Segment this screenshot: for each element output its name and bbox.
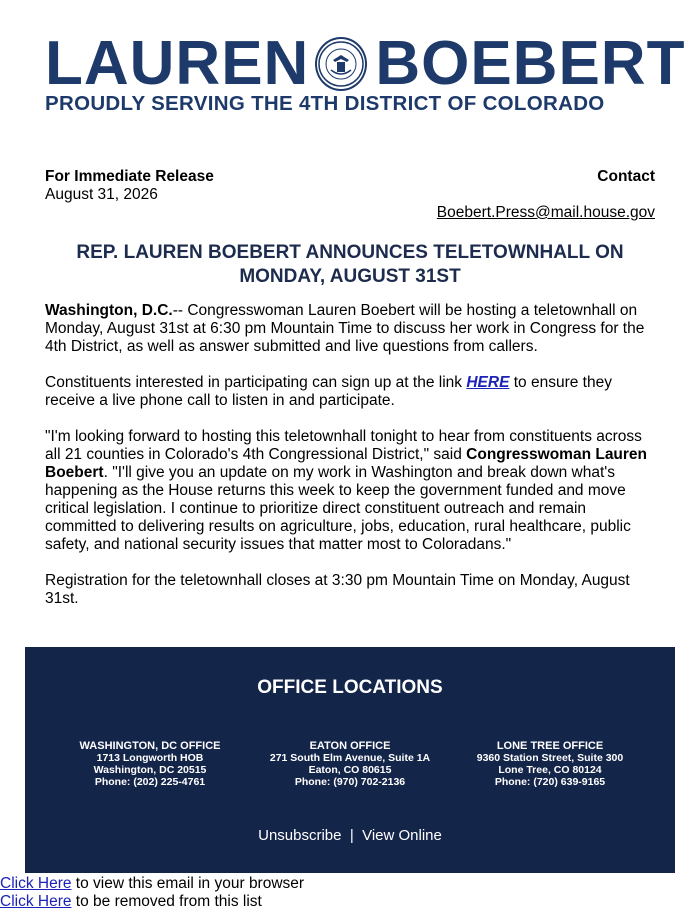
banner-last-name: BOEBERT (375, 29, 686, 98)
paragraph-2: Constituents interested in participating can sign up at the link HERE to ensure they receive a live phone call to listen in and participate. (45, 374, 612, 409)
press-headline: REP. LAUREN BOEBERT ANNOUNCES TELETOWNHALL ON MONDAY, AUGUST 31ST (76, 242, 624, 287)
press-body (45, 302, 657, 626)
signup-here-link[interactable]: HERE (466, 374, 510, 391)
release-label: For Immediate Release (45, 168, 214, 185)
view-in-browser-link[interactable]: Click Here (0, 875, 72, 892)
remove-from-list-link[interactable]: Click Here (0, 893, 72, 910)
footer-separator: | (349, 827, 354, 844)
office-lone-tree: LONE TREE OFFICE 9360 Station Street, Suite 300 Lone Tree, CO 80124 Phone: (720) 639-9165 (476, 740, 624, 788)
footer-links (25, 827, 675, 844)
view-in-browser-line: Click Here to view this email in your browser (0, 875, 305, 892)
release-date: August 31, 2026 (45, 186, 158, 203)
office-washington: WASHINGTON, DC OFFICE 1713 Longworth HOB Washington, DC 20515 Phone: (202) 225-4761 (79, 740, 221, 788)
unsubscribe-link[interactable]: Unsubscribe (258, 827, 342, 844)
banner-name (45, 29, 686, 98)
header-banner (45, 29, 686, 116)
paragraph-3: "I'm looking forward to hosting this teletownhall tonight to hear from constituents across all 21 counties in Colorado's 4th Congressional District," said Congresswoman Lauren Boebert. "I'll give you an update on my work in Washington and break down what's happening as the House returns this week to keep the government funded and move critical legislation. I continue to prioritize direct constituent outreach and remain committed to delivering results on agriculture, jobs, education, rural healthcare, public safety, and national security issues that matter most to Coloradans." (45, 428, 648, 553)
dateline: Washington, D.C. (45, 302, 173, 319)
banner-first-name: LAUREN (45, 29, 310, 98)
view-online-link[interactable]: View Online (362, 827, 442, 844)
paragraph-1: Washington, D.C.-- Congresswoman Lauren Boebert will be hosting a teletownhall on Monday, August 31st at 6:30 pm Mountain Time to discuss her work in Congress for the 4th District, as well as answer submitted and live questions from callers. (45, 302, 645, 355)
house-seal-icon (315, 37, 367, 91)
contact-label: Contact (597, 168, 655, 185)
footer-title: OFFICE LOCATIONS (257, 677, 443, 698)
contact-email-link[interactable]: Boebert.Press@mail.house.gov (436, 204, 655, 221)
email-utility-links (0, 875, 304, 911)
banner-subtitle: PROUDLY SERVING THE 4TH DISTRICT OF COLORADO (45, 92, 605, 115)
office-locations-footer (25, 647, 675, 873)
quote-attribution: Congresswoman Lauren Boebert (45, 446, 648, 481)
office-list (25, 740, 675, 788)
remove-from-list-line: Click Here to be removed from this list (0, 893, 262, 910)
paragraph-4: Registration for the teletownhall closes at 3:30 pm Mountain Time on Monday, August 31st. (45, 572, 630, 607)
office-eaton: EATON OFFICE 271 South Elm Avenue, Suite 1A Eaton, CO 80615 Phone: (970) 702-2136 (269, 740, 431, 788)
